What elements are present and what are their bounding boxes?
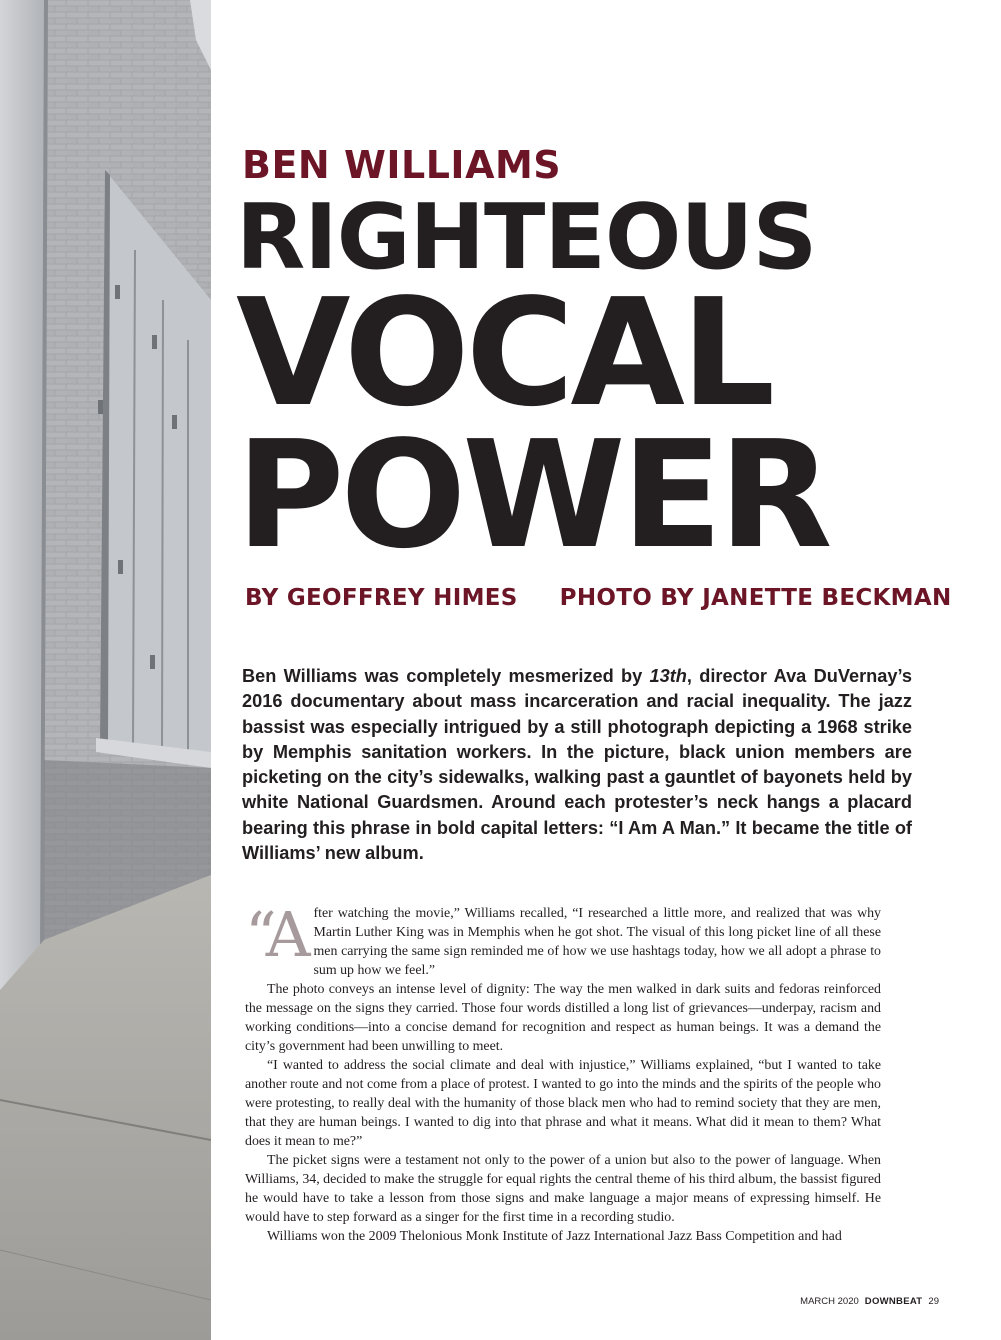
headline-line-3: POWER bbox=[236, 409, 829, 581]
intro-film-title: 13th bbox=[649, 666, 687, 686]
body-paragraph-5: Williams won the 2009 Thelonious Monk Institute of Jazz International Jazz Bass Competition and had bbox=[267, 1229, 842, 1244]
byline-photo: PHOTO BY JANETTE BECKMAN bbox=[559, 585, 952, 611]
body-paragraph-1 bbox=[245, 898, 881, 980]
headline-line-2: VOCAL bbox=[236, 267, 772, 439]
footer-issue: MARCH 2020 bbox=[800, 1296, 859, 1307]
byline-author: BY GEOFFREY HIMES bbox=[245, 585, 518, 611]
body-paragraph-1-text: fter watching the movie,” Williams recalled, “I researched a little more, and realized that was why Martin Luther King was in Memphis when he got shot. The visual of this long picket line of all these men carrying the same sign reminded me of how we use hashtags today, how we all adopt a phrase to sum up how we feel.” bbox=[313, 906, 881, 978]
kicker-name: BEN WILLIAMS bbox=[242, 143, 562, 187]
body-paragraph-3: “I wanted to address the social climate and deal with injustice,” Williams explained, “but I wanted to take another route and not come from a place of protest. I wanted to go into the minds and the spirits of the people who were protesting, to really deal with the humanity of those black men who had to remind society that they are men, that they are human beings. I wanted to dig into that phrase and what it means. What did it mean to them? What does it mean to me?” bbox=[245, 1058, 881, 1149]
bylines bbox=[245, 584, 952, 612]
body-paragraph-2: The photo conveys an intense level of dignity: The way the men walked in dark suits and fedoras reinforced the message on the signs they carried. Those four words distilled a long list of grievances—underpay, racism and working conditions—into a concise demand for recognition and respect as human beings. It was a demand the city’s government had been unwilling to meet. bbox=[245, 982, 881, 1054]
article-body bbox=[245, 898, 881, 1246]
intro-before: Ben Williams was completely mesmerized by bbox=[242, 666, 650, 686]
headline-line-1: RIGHTEOUS bbox=[236, 185, 817, 290]
cover-photo bbox=[0, 0, 211, 1340]
intro-after: , director Ava DuVernay’s 2016 documentary about mass incarceration and racial inequality. The jazz bassist was especially intrigued by a still photograph depicting a 1968 strike by Memphis sanitation workers. In the picture, black union members are picketing on the city’s sidewalks, walking past a gauntlet of bayonets held by white National Guardsmen. Around each protester’s neck hangs a placard bearing this phrase in bold capital letters: “I Am A Man.” It became the title of Williams’ new album. bbox=[242, 666, 912, 864]
photo-illustration bbox=[0, 0, 211, 1340]
page-footer bbox=[800, 1296, 939, 1307]
footer-page-number: 29 bbox=[928, 1296, 939, 1307]
intro-deck bbox=[242, 664, 912, 866]
body-paragraph-4: The picket signs were a testament not only to the power of a union but also to the power of language. When Williams, 34, decided to make the struggle for equal rights the central theme of his third album, the bassist figured he would have to take a lesson from those signs and make language a major means of expressing himself. He would have to step forward as a singer for the first time in a recording studio. bbox=[245, 1153, 881, 1225]
drop-cap: “A bbox=[245, 898, 308, 971]
footer-magazine: DOWNBEAT bbox=[864, 1296, 923, 1307]
